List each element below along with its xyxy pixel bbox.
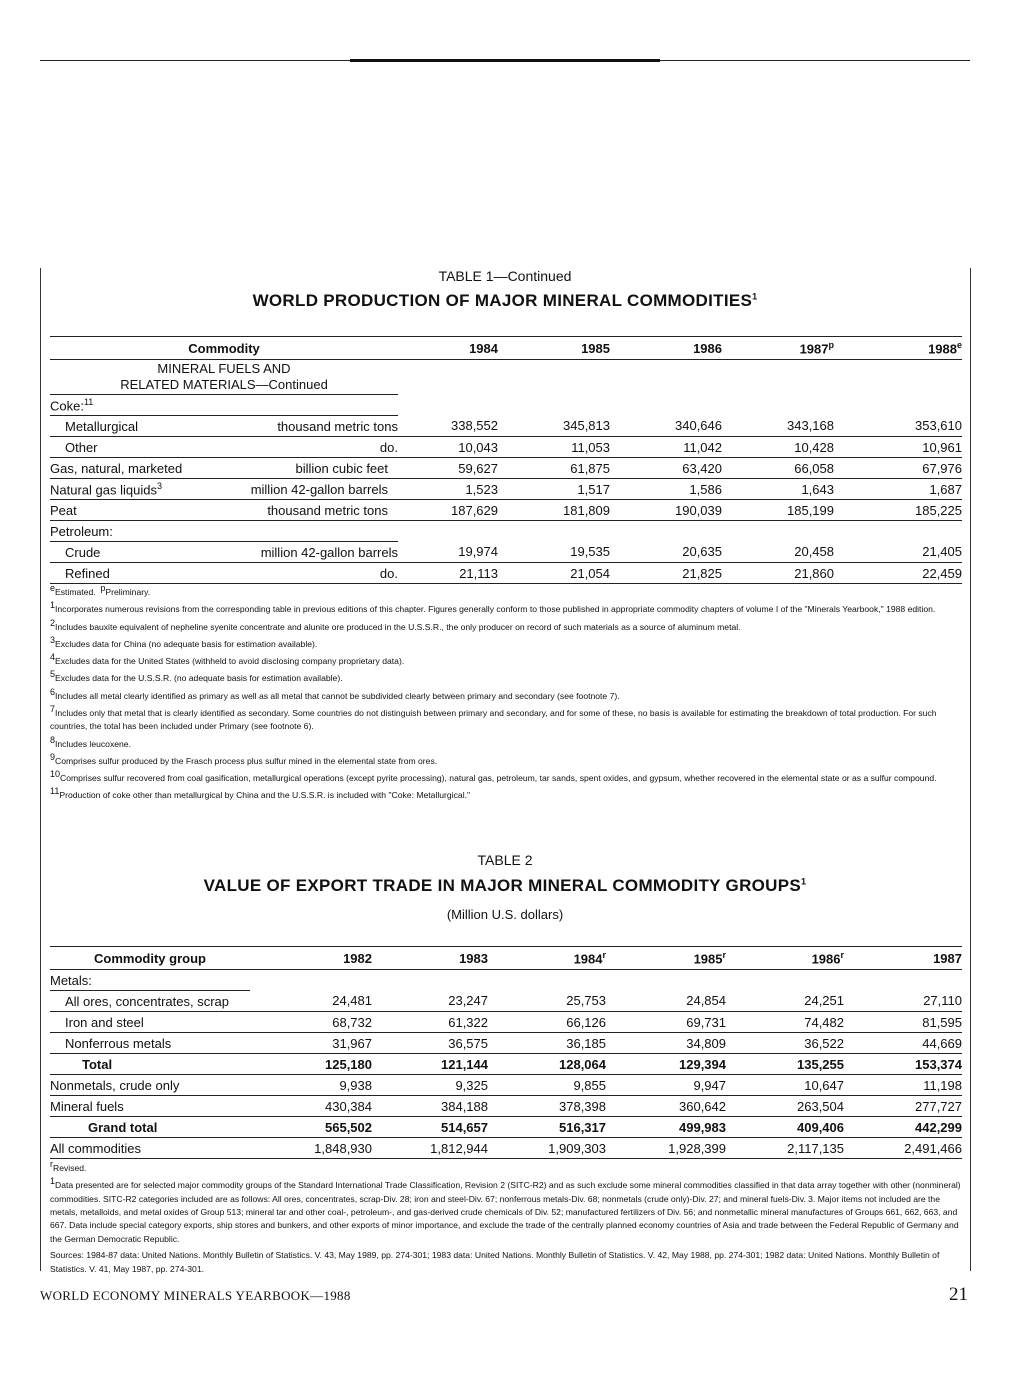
footnote: $^4$Excludes data for the United States (withheld to avoid disclosing company proprietary data). (50, 652, 405, 666)
header-1988: 1988e (834, 337, 962, 360)
table2-subtitle: (Million U.S. dollars) (446, 907, 564, 922)
table2-footnotes: $^r$Revised. $^1$Data presented are for selected major commodity groups of the Standard International Trade Classification, Revision 2 (SITC-R2) and as such exclude some mineral commodities classified in that data array together with other (nonmineral) commodities. SITC-R2 categories included are as follows: All ores, concentrates, scrap-Div. 28; iron and steel-Div. 67; nonferrous metals-Div. 68; nonmetals (crude only)-Div. 27; and mineral fuels-Div. 3. Major items not included are the metals, metalloids, and metal oxides of Group 513; mineral tar and other coal-, petroleum-, and gas-derived crude chemicals of Div. 52; manufactured fertilizers of Div. 56; and nonmetallic mineral manufactures of Groups 661, 662, 663, and 667. Data include special category exports, ship stores and bunkers, and other exports of minor importance, and exclude the trade of the centrally planned economy countries of Asia and trade between the Federal Republic of Germany and the German Democratic Republic. Sources: 1984-87 data: United Nations. Monthly Bulletin of Statistics. V. 43, May 1989, pp. 274-301; 1983 data: United Nations. Monthly Bulletin of Statistics. V. 42, May 1988, pp. 274-301; 1982 data: United Nations. Monthly Bulletin of Statistics. V. 41, May 1987, pp. 274-301. (50, 1158, 962, 1276)
group-coke: Coke:$^{11}$ (50, 395, 398, 416)
right-margin-rule (970, 268, 971, 1271)
table-row: All commodities 1,848,930 1,812,944 1,909,303 1,928,399 2,117,135 2,491,466 (50, 1138, 962, 1159)
header-1987: 1987 (844, 947, 962, 970)
footnote: $^7$Includes only that metal that is clearly identified as secondary. Some countries do not distinguish between primary and secondary, and for some of these, no basis is available for estimating the breakdown of total production. For such countries, the total has been included under Primary (see footnote 6). (50, 703, 937, 732)
table-row: Nonmetals, crude only 9,938 9,325 9,855 9,947 10,647 11,198 (50, 1075, 962, 1096)
header-1983: 1983 (372, 947, 488, 970)
header-1987: 1987$^p$ (722, 337, 834, 360)
group-petroleum: Petroleum: (50, 521, 398, 542)
table2-label: TABLE 2 (477, 852, 533, 868)
top-rule-accent (350, 59, 660, 62)
table-row: Crude million 42-gallon barrels 19,974 19,535 20,635 20,458 21,405 (50, 542, 962, 563)
left-margin-rule (40, 268, 41, 1271)
header-1985: 1985 (498, 337, 610, 360)
table1-header-row (50, 337, 962, 360)
running-footer: WORLD ECONOMY MINERALS YEARBOOK—1988 (40, 1288, 351, 1303)
sources-note: Sources: 1984-87 data: United Nations. Monthly Bulletin of Statistics. V. 43, May 1989, pp. 274-301; 1983 data: United Nations. Monthly Bulletin of Statistics. V. 42, May 1988, pp. 274-301; 1982 data: United Nations. Monthly Bulletin of Statistics. V. 41, May 1987, pp. 274-301. (50, 1250, 940, 1274)
page-number: 21 (949, 1284, 968, 1305)
header-1984: 1984$^r$ (488, 947, 606, 970)
footnote: $^1$Data presented are for selected major commodity groups of the Standard International Trade Classification, Revision 2 (SITC-R2) and as such exclude some mineral commodities classified in that data array together with other (nonmineral) commodities. SITC-R2 categories included are as follows: All ores, concentrates, scrap-Div. 28; iron and steel-Div. 67; nonferrous metals-Div. 68; nonmetals (crude only)-Div. 27; and mineral fuels-Div. 3. Major items not included are the metals, metalloids, and metal oxides of Group 513; mineral tar and other coal-, petroleum-, and gas-derived crude chemicals of Div. 52; manufactured fertilizers of Div. 56; and nonmetallic mineral manufactures of Groups 661, 662, 663, and 667. Data include special category exports, ship stores and bunkers, and other exports of minor importance, and exclude the trade of the centrally planned economy countries of Asia and trade between the Federal Republic of Germany and the German Democratic Republic. (50, 1176, 961, 1244)
table-row: Natural gas liquids$^3$ million 42-gallon barrels 1,523 1,517 1,586 1,643 1,687 (50, 479, 962, 500)
header-commodity-group: Commodity group (50, 947, 250, 970)
table1-title: WORLD PRODUCTION OF MAJOR MINERAL COMMODITIES$^1$ (252, 291, 758, 310)
table-row: Metallurgical thousand metric tons 338,552 345,813 340,646 343,168 353,610 (50, 416, 962, 437)
table-row: Gas, natural, marketed billion cubic feet 59,627 61,875 63,420 66,058 67,976 (50, 458, 962, 479)
table2 (50, 946, 962, 1159)
section-heading: MINERAL FUELS AND RELATED MATERIALS—Continued (50, 360, 398, 395)
footnote: $^5$Excludes data for the U.S.S.R. (no adequate basis for estimation available). (50, 669, 343, 684)
table-row: Peat thousand metric tons 187,629 181,809 190,039 185,199 185,225 (50, 500, 962, 521)
table-row: Mineral fuels 430,384 384,188 378,398 360,642 263,504 277,727 (50, 1096, 962, 1117)
footnote: $^1$Incorporates numerous revisions from the corresponding table in previous editions of this chapter. Figures generally conform to those published in appropriate commodity chapters of volume I of the "Minerals Yearbook," 1988 edition. (50, 600, 936, 615)
header-1986: 1986$^r$ (726, 947, 844, 970)
group-metals: Metals: (50, 970, 250, 991)
footnote: $^9$Comprises sulfur produced by the Frasch process plus sulfur mined in the elemental state from ores. (50, 751, 438, 766)
table-row-grand-total: Grand total 565,502 514,657 516,317 499,983 409,406 442,299 (50, 1117, 962, 1138)
table-row: Other do. 10,043 11,053 11,042 10,428 10,961 (50, 437, 962, 458)
table-row: Iron and steel 68,732 61,322 66,126 69,731 74,482 81,595 (50, 1012, 962, 1033)
table-row: All ores, concentrates, scrap 24,481 23,247 25,753 24,854 24,251 27,110 (50, 991, 962, 1012)
footnote: $^{10}$Comprises sulfur recovered from coal gasification, metallurgical operations (except pyrite processing), natural gas, petroleum, tar sands, spent oxides, and gypsum, whether recovered in the elemental state or as a sulfur compound. (50, 769, 937, 783)
header-commodity: Commodity (50, 337, 398, 360)
header-1984: 1984 (398, 337, 498, 360)
footnote: $^8$Includes leucoxene. (50, 734, 131, 749)
header-1982: 1982 (250, 947, 372, 970)
footnote: $^{11}$Production of coke other than metallurgical by China and the U.S.S.R. is included with "Coke: Metallurgical." (50, 786, 471, 801)
table2-header-row (50, 947, 962, 970)
footnote: $^2$Includes bauxite equivalent of nepheline syenite concentrate and alunite ore produced in the U.S.S.R., the only producer on record of such materials as a source of aluminum metal. (50, 617, 741, 632)
footnote: $^6$Includes all metal clearly identified as primary as well as all metal that cannot be subdivided clearly between primary and secondary (see footnote 7). (50, 686, 620, 701)
header-1986: 1986 (610, 337, 722, 360)
table-row-total: Total 125,180 121,144 128,064 129,394 135,255 153,374 (50, 1054, 962, 1075)
footnote: $^3$Excludes data for China (no adequate basis for estimation available). (50, 634, 318, 649)
table1-footnotes: $^e$Estimated. $^p$Preliminary. $^1$Incorporates numerous revisions from the corresponding table in previous editions of this chapter. Figures generally conform to those published in appropriate commodity chapters of volume I of the "Minerals Yearbook," 1988 edition. $^2$Includes bauxite equivalent of nepheline syenite concentrate and alunite ore produced in the U.S.S.R., the only producer on record of such materials as a source of aluminum metal. $^3$Excludes data for China (no adequate basis for estimation available). $^4$Excludes data for the United States (withheld to avoid disclosing company proprietary data). $^5$Excludes data for the U.S.S.R. (no adequate basis for estimation available). $^6$Includes all metal clearly identified as primary as well as all metal that cannot be subdivided clearly between primary and secondary (see footnote 7). $^7$Includes only that metal that is clearly identified as secondary. Some countries do not distinguish between primary and secondary, and for some of these, no basis is available for estimating the breakdown of total production. For such countries, the total has been included under Primary (see footnote 6). $^8$Includes leucoxene. $^9$Comprises sulfur produced by the Frasch process plus sulfur mined in the elemental state from ores. $^{10}$Comprises sulfur recovered from coal gasification, metallurgical operations (except pyrite processing), natural gas, petroleum, tar sands, spent oxides, and gypsum, whether recovered in the elemental state or as a sulfur compound. $^{11}$Production of coke other than metallurgical by China and the U.S.S.R. is included with "Coke: Metallurgical." (50, 582, 962, 803)
table1 (50, 336, 962, 584)
table1-label: TABLE 1—Continued (438, 268, 572, 284)
table-row: Nonferrous metals 31,967 36,575 36,185 34,809 36,522 44,669 (50, 1033, 962, 1054)
table-row: Refined do. 21,113 21,054 21,825 21,860 22,459 (50, 563, 962, 584)
table2-title: VALUE OF EXPORT TRADE IN MAJOR MINERAL COMMODITY GROUPS$^1$ (203, 876, 807, 895)
header-1985: 1985$^r$ (606, 947, 726, 970)
